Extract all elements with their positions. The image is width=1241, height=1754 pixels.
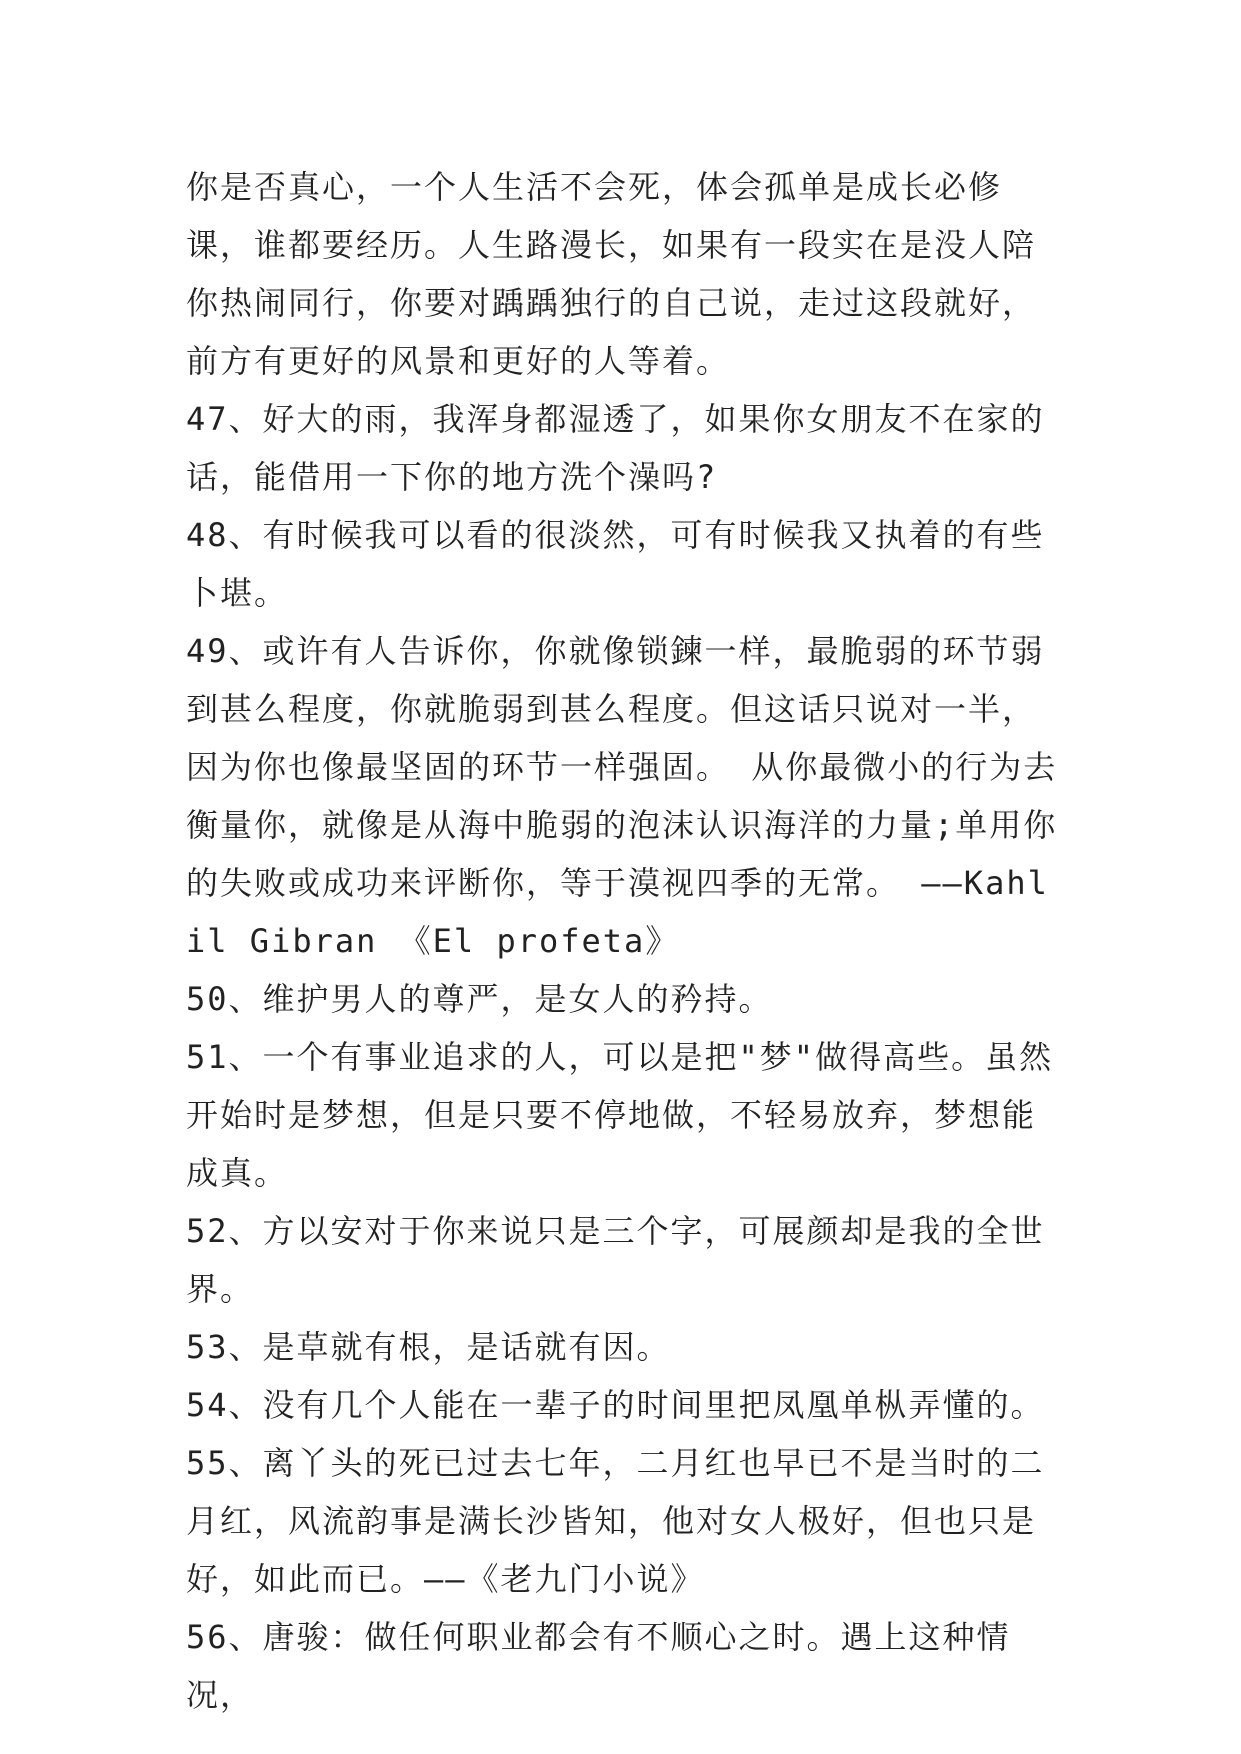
paragraph-50: 50、维护男人的尊严，是女人的矜持。: [186, 980, 773, 1018]
paragraph-52: 52、方以安对于你来说只是三个字，可展颜却是我的全世界。: [186, 1212, 1045, 1308]
paragraph-49: 49、或许有人告诉你，你就像锁鍊一样，最脆弱的环节弱到甚么程度，你就脆弱到甚么程度。但这话只说对一半，因为你也像最坚固的环节一样强固。 从你最微小的行为去衡量你，就像是从海中脆弱的泡沫认识海洋的力量;单用你的失败或成功来评断你，等于漠视四季的无常。 ——Kahlil Gibran 《El profeta》: [186, 632, 1058, 960]
paragraph-48: 48、有时候我可以看的很淡然，可有时候我又执着的有些卜堪。: [186, 516, 1045, 612]
paragraph-55: 55、离丫头的死已过去七年，二月红也早已不是当时的二月红，风流韵事是满长沙皆知，他对女人极好，但也只是好，如此而已。——《老九门小说》: [186, 1444, 1045, 1598]
paragraph-56: 56、唐骏：做任何职业都会有不顺心之时。遇上这种情况，: [186, 1618, 1011, 1714]
paragraph-51: 51、一个有事业追求的人，可以是把"梦"做得高些。虽然开始时是梦想，但是只要不停地做，不轻易放弃，梦想能成真。: [186, 1038, 1054, 1192]
paragraph-53: 53、是草就有根，是话就有因。: [186, 1328, 671, 1366]
document-body: [186, 158, 1066, 1724]
paragraph-47: 47、好大的雨，我浑身都湿透了，如果你女朋友不在家的话，能借用一下你的地方洗个澡吗?: [186, 400, 1045, 496]
paragraph-54: 54、没有几个人能在一辈子的时间里把凤凰单枞弄懂的。: [186, 1386, 1045, 1424]
paragraph-intro: 你是否真心，一个人生活不会死，体会孤单是成长必修课，谁都要经历。人生路漫长，如果有一段实在是没人陪你热闹同行，你要对踽踽独行的自己说，走过这段就好，前方有更好的风景和更好的人等着。: [186, 168, 1037, 380]
